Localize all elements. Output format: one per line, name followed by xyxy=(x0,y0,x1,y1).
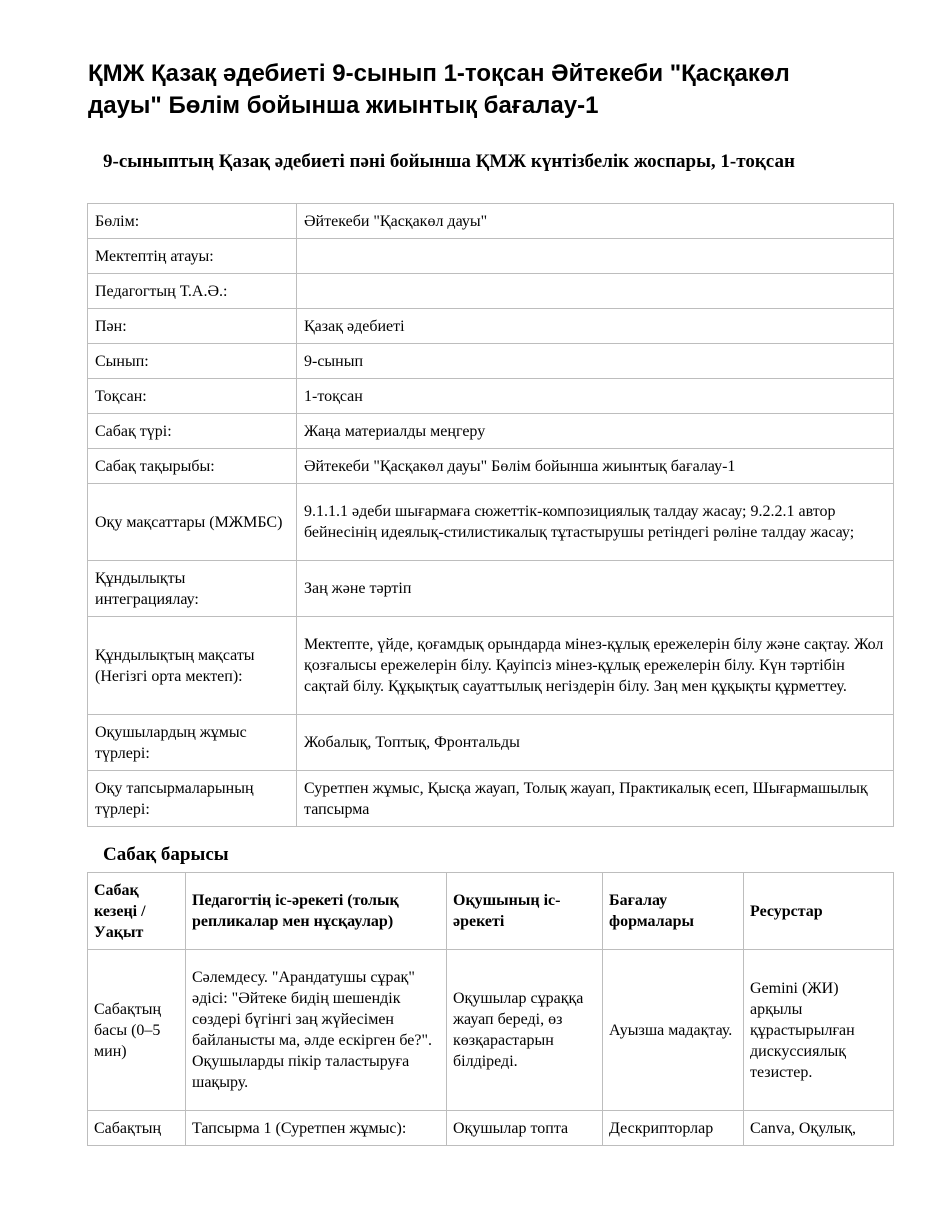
column-header-student-activity: Оқушының іс-әрекеті xyxy=(447,873,603,950)
lesson-process-table xyxy=(87,872,894,1146)
lesson-cell: Оқушылар топта xyxy=(447,1111,603,1146)
plan-heading: 9-сыныптың Қазақ әдебиеті пәні бойынша ҚМЖ күнтізбелік жоспары, 1-тоқсан xyxy=(103,151,795,172)
table-row xyxy=(88,771,894,827)
table-row xyxy=(88,950,894,1111)
column-header-teacher-activity: Педагогтің іс-әрекеті (толық репликалар мен нұсқаулар) xyxy=(186,873,447,950)
lesson-heading: Сабақ барысы xyxy=(103,844,229,865)
table-row xyxy=(88,309,894,344)
table-row xyxy=(88,715,894,771)
info-label: Құндылықтың мақсаты (Негізгі орта мектеп): xyxy=(88,617,297,715)
info-label: Оқушылардың жұмыс түрлері: xyxy=(88,715,297,771)
table-row xyxy=(88,561,894,617)
lesson-cell: Дескрипторлар xyxy=(603,1111,744,1146)
info-label: Тоқсан: xyxy=(88,379,297,414)
info-value: 1-тоқсан xyxy=(297,379,894,414)
info-label: Сынып: xyxy=(88,344,297,379)
info-label: Бөлім: xyxy=(88,204,297,239)
table-row xyxy=(88,344,894,379)
info-label: Сабақ түрі: xyxy=(88,414,297,449)
info-label: Құндылықты интеграциялау: xyxy=(88,561,297,617)
table-row xyxy=(88,449,894,484)
lesson-cell: Сабақтың xyxy=(88,1111,186,1146)
lesson-cell: Тапсырма 1 (Суретпен жұмыс): xyxy=(186,1111,447,1146)
lesson-cell: Gemini (ЖИ) арқылы құрастырылған дискуссиялық тезистер. xyxy=(744,950,894,1111)
column-header-stage: Сабақ кезеңі / Уақыт xyxy=(88,873,186,950)
info-label: Педагогтың Т.А.Ә.: xyxy=(88,274,297,309)
document-title: ҚМЖ Қазақ әдебиеті 9-сынып 1-тоқсан Әйтекеби "Қасқакөл дауы" Бөлім бойынша жиынтық бағалау-1 xyxy=(88,60,790,119)
info-label: Сабақ тақырыбы: xyxy=(88,449,297,484)
lesson-cell: Сәлемдесу. "Арандатушы сұрақ" әдісі: "Әйтеке бидің шешендік сөздері бүгінгі заң жүйесімен байланысты ма, әлде ескірген бе?". Оқушыларды пікір таластыруға шақыру. xyxy=(186,950,447,1111)
lesson-cell: Canva, Оқулық, xyxy=(744,1111,894,1146)
info-label: Оқу мақсаттары (МЖМБС) xyxy=(88,484,297,561)
column-header-resources: Ресурстар xyxy=(744,873,894,950)
table-row xyxy=(88,204,894,239)
table-row xyxy=(88,379,894,414)
info-label: Оқу тапсырмаларының түрлері: xyxy=(88,771,297,827)
info-label: Мектептің атауы: xyxy=(88,239,297,274)
table-row xyxy=(88,617,894,715)
table-row xyxy=(88,239,894,274)
table-header-row xyxy=(88,873,894,950)
info-value: Әйтекеби "Қасқакөл дауы" xyxy=(297,204,894,239)
table-row xyxy=(88,414,894,449)
info-value: Жобалық, Топтық, Фронтальды xyxy=(297,715,894,771)
info-value xyxy=(297,239,894,274)
info-value: Жаңа материалды меңгеру xyxy=(297,414,894,449)
lesson-cell: Оқушылар сұраққа жауап береді, өз көзқарастарын білдіреді. xyxy=(447,950,603,1111)
info-value: 9.1.1.1 әдеби шығармаға сюжеттік-композициялық талдау жасау; 9.2.2.1 автор бейнесінің идеялық-стилистикалық тұтастырушы ретіндегі рөліне талдау жасау; xyxy=(297,484,894,561)
info-value: 9-сынып xyxy=(297,344,894,379)
table-row xyxy=(88,484,894,561)
lesson-cell: Сабақтың басы (0–5 мин) xyxy=(88,950,186,1111)
info-value: Әйтекеби "Қасқакөл дауы" Бөлім бойынша жиынтық бағалау-1 xyxy=(297,449,894,484)
lesson-info-table xyxy=(87,203,894,827)
table-row xyxy=(88,1111,894,1146)
lesson-cell: Ауызша мадақтау. xyxy=(603,950,744,1111)
info-value xyxy=(297,274,894,309)
info-value: Суретпен жұмыс, Қысқа жауап, Толық жауап, Практикалық есеп, Шығармашылық тапсырма xyxy=(297,771,894,827)
column-header-assessment: Бағалау формалары xyxy=(603,873,744,950)
table-row xyxy=(88,274,894,309)
info-value: Мектепте, үйде, қоғамдық орындарда мінез-құлық ережелерін білу және сақтау. Жол қозғалысы ережелерін білу. Қауіпсіз мінез-құлық ережелерін білу. Күн тәртібін сақтай білу. Құқықтық сауаттылық негіздерін білу. Заң мен құқықты құрметтеу. xyxy=(297,617,894,715)
info-value: Қазақ әдебиеті xyxy=(297,309,894,344)
info-value: Заң және тәртіп xyxy=(297,561,894,617)
info-label: Пән: xyxy=(88,309,297,344)
